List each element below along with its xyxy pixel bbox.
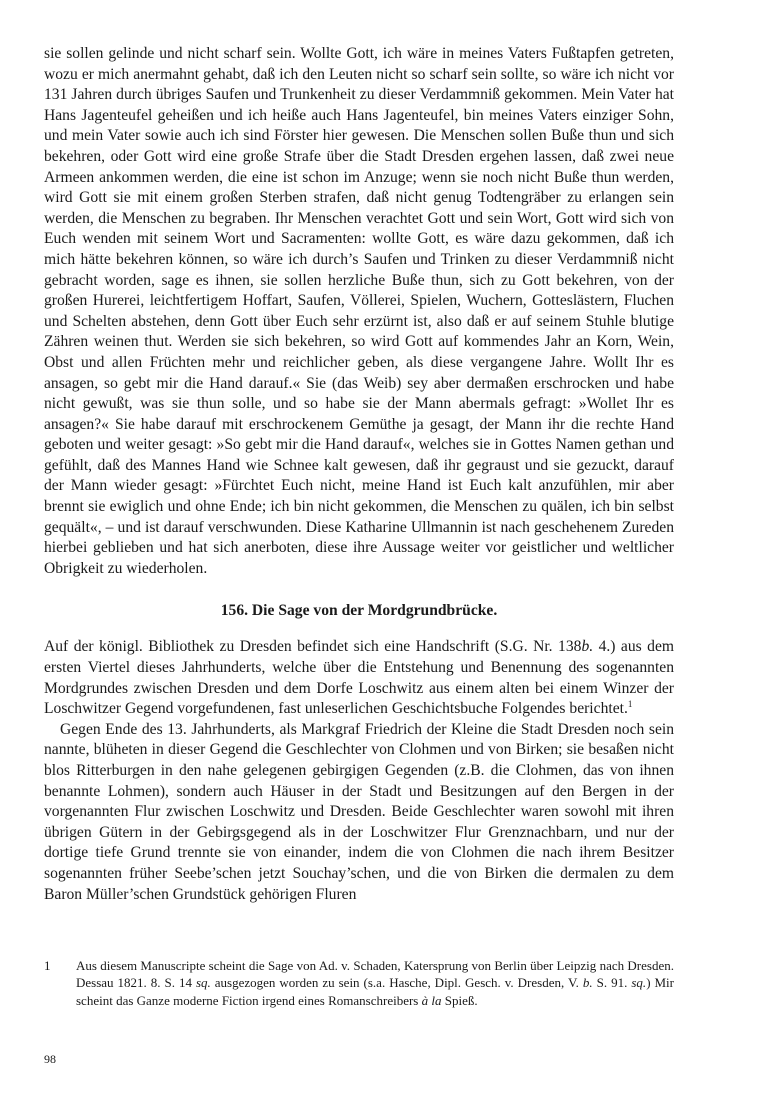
intro-text-b: 4.) aus dem ersten Viertel dieses Jahrhunderts, welche über die Entstehung und Benennung des sogenannten Mordgrundes zwischen Dresden und dem Dorfe Loschwitz aus einem alten bei einem Winzer der Loschwitzer Gegend vorgefundenen, fast unleserlichen Geschichtsbuche Folgendes berichtet. [44,638,675,718]
intro-italic: b. [581,638,594,656]
page-number: 98 [44,1052,56,1066]
footnotes [44,957,674,1009]
footnote-text-part: ausgezogen worden zu sein (s.a. Hasche, Dipl. Gesch. v. Dresden, V. [210,975,583,991]
footnote-text-part: S. 91. [592,975,632,991]
footnote-reference[interactable]: 1 [627,699,633,710]
footnote-italic: sq. [195,975,211,991]
page-body [44,44,674,905]
footnote-italic: b. [582,975,593,991]
footnote-text-part: ) Mir scheint das Ganze moderne Fiction irgend eines Romanschreibers [76,975,675,1008]
footnote-italic: sq. [631,975,647,991]
footnote-text-part: Spieß. [441,992,478,1008]
footnote-text-part: Aus diesem Manuscripte scheint die Sage von Ad. v. Schaden, Katersprung von Berlin über Leipzig nach Dresden. Dessau 1821. 8. S. 14 [76,958,674,991]
footnote-text [76,957,674,1009]
paragraph-story: Gegen Ende des 13. Jahrhunderts, als Markgraf Friedrich der Kleine die Stadt Dresden noch sein nannte, blüheten in dieser Gegend die Geschlechter von Clohmen und von Birken; sie besaßen nicht blos Ritterburgen in den nahe gelegenen gebirgigen Gegenden (z.B. die Clohmen, das von ihnen benannte Lohmen), sondern auch Häuser in der Stadt und Besitzungen auf den Bergen in der vorgenannten Flur zwischen Loschwitz und Dresden. Beide Geschlechter waren sowohl mit ihren übrigen Gütern in der Gebirgsgegend als in der Loschwitzer Flur Grenznachbarn, und nur der dortige tiefe Grund trennte sie von einander, indem die von Clohmen die nach ihrem Besitzer sogenannten früher Seebe’schen jetzt Souchay’schen, und die von Birken die dermalen zu dem Baron Müller’schen Grundstück gehörigen Fluren [44,720,674,903]
footnote-italic: à la [421,992,442,1008]
intro-text-a: Auf der königl. Bibliothek zu Dresden befindet sich eine Handschrift (S.G. Nr. 138 [44,638,582,656]
footnote-number: 1 [44,958,51,973]
section-heading: 156. Die Sage von der Mordgrundbrücke. [220,602,498,620]
paragraph-intro [44,637,674,719]
footnote-1 [44,957,674,1009]
paragraph-continued: sie sollen gelinde und nicht scharf sein. Wollte Gott, ich wäre in meines Vaters Fußtapfen getreten, wozu er mich anermahnt gehabt, daß ich den Leuten nicht so scharf sein sollte, so wäre ich nicht vor 131 Jahren durch übriges Saufen und Trunkenheit zu dieser Verdammniß gekommen. Mein Vater hat Hans Jagenteufel geheißen und ich heiße auch Hans Jagenteufel, bin meines Vaters einziger Sohn, und mein Vater sowie auch ich sind Förster hier gewesen. Die Menschen sollen Buße thun und sich bekehren, oder Gott wird eine große Strafe über die Stadt Dresden ergehen lassen, daß zwei neue Armeen ankommen werden, die eine ist schon im Anzuge; wenn sie noch nicht Buße thun werden, wird Gott sie mit einem großen Sterben strafen, daß nicht genug Todtengräber zu erlangen sein werden, die Menschen zu begraben. Ihr Menschen verachtet Gott und sein Wort, Gott wird sich von Euch wenden mit seinem Wort und Sacramenten: wollte Gott, es wäre dazu gekommen, daß ich mich hätte bekehren können, so wäre ich durch’s Saufen und Trinken zu dieser Verdammniß nicht gebracht worden, sage es ihnen, sie sollen herzliche Buße thun, sich zu Gott bekehren, von der großen Hurerei, leichtfertigem Hoffart, Saufen, Völlerei, Spielen, Wuchern, Gotteslästern, Fluchen und Schelten abstehen, denn Gott über Euch sehr erzürnt ist, also daß er auf seinem Stuhle blutige Zähren weinen thut. Werden sie sich bekehren, so wird Gott auf kommendes Jahr an Korn, Wein, Obst und allen Früchten mehr und reichlicher geben, als diese vergangene Jahre. Wollt Ihr es ansagen, so gebt mir die Hand darauf.« Sie (das Weib) sey aber dermaßen erschrocken und habe nicht gewußt, was sie thun solle, und so habe sie der Mann abermals gefragt: »Wollet Ihr es ansagen?« Sie habe darauf mit erschrockenem Gemüthe ja gesagt, der Mann ihr die rechte Hand geboten und weiter gesagt: »So gebt mir die Hand darauf«, welches sie in Gottes Namen gethan und gefühlt, daß des Mannes Hand wie Schnee kalt gewesen, daß ihr gegraust und sie gezuckt, darauf der Mann wieder gesagt: »Fürchtet Euch nicht, meine Hand ist Euch kalt anzufühlen, mir aber brennt sie ewiglich und ohne Ende; ich bin nicht gekommen, die Menschen zu quälen, ich bin selbst gequält«, – und ist darauf verschwunden. Diese Katharine Ullmannin ist nach geschehenem Zureden hierbei geblieben und hat sich anerboten, diese ihre Aussage weiter vor geistlicher und weltlicher Obrigkeit zu wiederholen. [44,45,674,577]
